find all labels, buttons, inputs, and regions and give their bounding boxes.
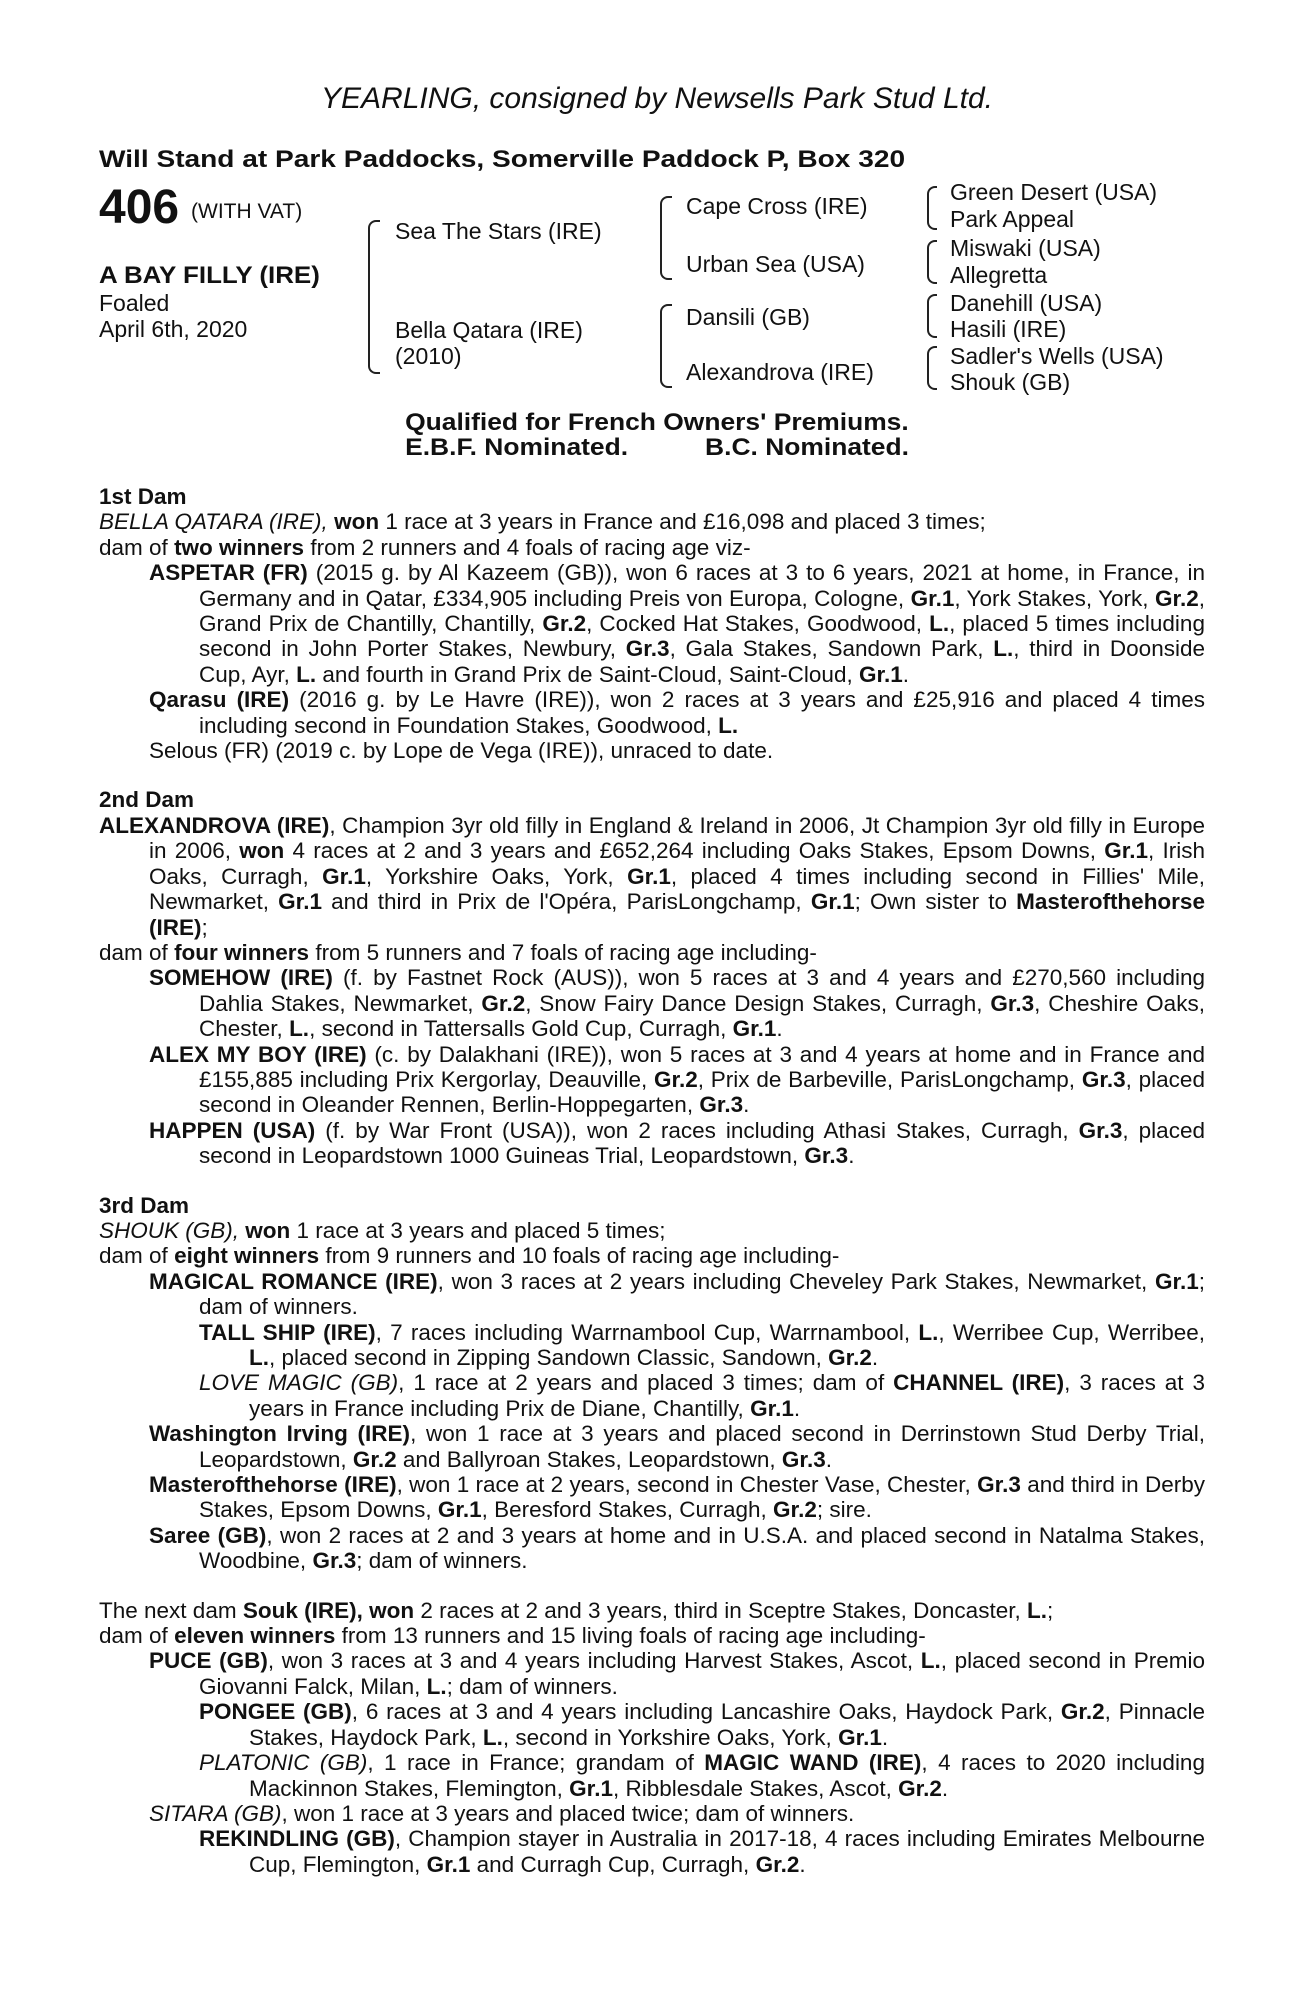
pedigree-brace-main [368, 220, 380, 374]
pedigree-brace-dam [660, 304, 672, 388]
dam-record: The next dam Souk (IRE), won 2 races at 2 and 3 years, third in Sceptre Stakes, Doncaster, L.; [99, 1597, 1054, 1623]
progeny-entry: Selous (FR) (2019 c. by Lope de Vega (IRE)), unraced to date. [149, 738, 774, 764]
pedigree-brace-sd [927, 240, 937, 284]
pedigree-brace-ss [927, 186, 937, 230]
pedigree-sire-dam: Urban Sea (USA) [686, 251, 865, 277]
dam-produce-summary: dam of two winners from 2 runners and 4 foals of racing age viz- [99, 534, 751, 560]
progeny-entry: PUCE (GB), won 3 races at 3 and 4 years including Harvest Stakes, Ascot, L., placed second in Premio Giovanni Falck, Milan, L.; dam of winners. [149, 1648, 1206, 1699]
pedigree-dam-dam: Alexandrova (IRE) [686, 359, 874, 385]
pedigree-ssd: Park Appeal [950, 206, 1075, 232]
pedigree-brace-dd [927, 346, 937, 390]
foaled-label: Foaled [99, 290, 170, 316]
first-dam-section [99, 484, 1205, 763]
dam-record: SHOUK (GB), won 1 race at 3 years and placed 5 times; [99, 1217, 666, 1243]
pedigree-sss: Green Desert (USA) [950, 179, 1158, 205]
progeny-entry: Qarasu (IRE) (2016 g. by Le Havre (IRE)), won 2 races at 3 years and £25,916 and placed 4 times including second in Foundation Stakes, Goodwood, L. [149, 687, 1205, 738]
progeny-entry: ALEX MY BOY (IRE) (c. by Dalakhani (IRE)), won 5 races at 3 and 4 years at home and in France and £155,885 including Prix Kergorlay, Deauville, Gr.2, Prix de Barbeville, ParisLongchamp, Gr.3, placed second in Oleander Rennen, Berlin-Hoppegarten, Gr.3. [149, 1041, 1205, 1118]
catalogue-body [99, 484, 1205, 1877]
pedigree-brace-sire [660, 196, 672, 280]
pedigree-dsd: Hasili (IRE) [950, 316, 1067, 342]
progeny-entry: SITARA (GB), won 1 race at 3 years and placed twice; dam of winners. [149, 1800, 855, 1826]
progeny-entry: Saree (GB), won 2 races at 2 and 3 years at home and in U.S.A. and placed second in Natalma Stakes, Woodbine, Gr.3; dam of winners. [149, 1522, 1205, 1574]
third-dam-section [99, 1193, 1205, 1574]
second-dam-section [99, 787, 1205, 1168]
foaled-info [99, 290, 247, 342]
french-premiums-note: Qualified for French Owners' Premiums. [405, 409, 909, 436]
pedigree-dam-year: (2010) [395, 343, 462, 369]
grand-progeny-entry: TALL SHIP (IRE), 7 races including Warrnambool Cup, Warrnambool, L., Werribee Cup, Werribee, L., placed second in Zipping Sandown Classic, Sandown, Gr.2. [199, 1319, 1205, 1370]
pedigree-dss: Danehill (USA) [950, 290, 1103, 316]
section-heading: 2nd Dam [99, 787, 195, 813]
pedigree-sire-sire: Cape Cross (IRE) [686, 193, 868, 219]
pedigree-sdd: Allegretta [950, 262, 1048, 288]
dam-produce-summary: dam of eight winners from 9 runners and 10 foals of racing age including- [99, 1243, 840, 1269]
pedigree-sire: Sea The Stars (IRE) [395, 218, 602, 244]
progeny-entry: HAPPEN (USA) (f. by War Front (USA)), won 2 races including Athasi Stakes, Curragh, Gr.3, placed second in Leopardstown 1000 Guineas Trial, Leopardstown, Gr.3. [149, 1117, 1205, 1169]
dam-record: ALEXANDROVA (IRE), Champion 3yr old filly in England & Ireland in 2006, Jt Champion 3yr old filly in Europe in 2006, won 4 races at 2 and 3 years and £652,264 including Oaks Stakes, Epsom Downs, Gr.1, Irish Oaks, Curragh, Gr.1, Yorkshire Oaks, York, Gr.1, placed 4 times including second in Fillies' Mile, Newmarket, Gr.1 and third in Prix de l'Opéra, ParisLongchamp, Gr.1; Own sister to Masterofthehorse (IRE); [99, 812, 1206, 940]
pedigree-dds: Sadler's Wells (USA) [950, 343, 1164, 369]
pedigree-dam-sire: Dansili (GB) [686, 304, 810, 330]
vat-note: (WITH VAT) [191, 200, 303, 223]
stand-location: Will Stand at Park Paddocks, Somerville Paddock P, Box 320 [99, 146, 906, 173]
section-heading: 3rd Dam [99, 1192, 190, 1218]
pedigree-ddd: Shouk (GB) [950, 369, 1071, 395]
grand-progeny-entry: PONGEE (GB), 6 races at 3 and 4 years including Lancashire Oaks, Haydock Park, Gr.2, Pinnacle Stakes, Haydock Park, L., second in Yorkshire Oaks, York, Gr.1. [199, 1699, 1206, 1750]
ebf-note: E.B.F. Nominated. [405, 434, 629, 461]
next-dam-section [99, 1598, 1205, 1877]
pedigree-brace-ds [927, 294, 937, 338]
grand-progeny-entry: LOVE MAGIC (GB), 1 race at 2 years and placed 3 times; dam of CHANNEL (IRE), 3 races at 3 years in France including Prix de Diane, Chantilly, Gr.1. [199, 1370, 1205, 1421]
progeny-entry: Washington Irving (IRE), won 1 race at 3 years and placed second in Derrinstown Stud Derby Trial, Leopardstown, Gr.2 and Ballyroan Stakes, Leopardstown, Gr.3. [149, 1421, 1205, 1472]
dam-produce-summary: dam of four winners from 5 runners and 7 foals of racing age including- [99, 939, 817, 965]
foaled-date: April 6th, 2020 [99, 316, 248, 342]
progeny-entry: MAGICAL ROMANCE (IRE), won 3 races at 2 years including Cheveley Park Stakes, Newmarket, Gr.1; dam of winners. [149, 1268, 1205, 1320]
consignment-line: YEARLING, consigned by Newsells Park Stud Ltd. [321, 82, 993, 115]
dam-record: BELLA QATARA (IRE), won 1 race at 3 years in France and £16,098 and placed 3 times; [99, 509, 986, 535]
progeny-entry: ASPETAR (FR) (2015 g. by Al Kazeem (GB)), won 6 races at 3 to 6 years, 2021 at home, in France, in Germany and in Qatar, £334,905 including Preis von Europa, Cologne, Gr.1, York Stakes, York, Gr.2, Grand Prix de Chantilly, Chantilly, Gr.2, Cocked Hat Stakes, Goodwood, L., placed 5 times including second in John Porter Stakes, Newbury, Gr.3, Gala Stakes, Sandown Park, L., third in Doonside Cup, Ayr, L. and fourth in Grand Prix de Saint-Cloud, Saint-Cloud, Gr.1. [149, 560, 1205, 687]
dam-produce-summary: dam of eleven winners from 13 runners and 15 living foals of racing age including- [99, 1623, 926, 1649]
section-heading: 1st Dam [99, 484, 187, 509]
horse-name: A BAY FILLY (IRE) [99, 262, 320, 289]
lot-number: 406 [99, 181, 180, 234]
grand-progeny-entry: REKINDLING (GB), Champion stayer in Australia in 2017-18, 4 races including Emirates Melbourne Cup, Flemington, Gr.1 and Curragh Cup, Curragh, Gr.2. [199, 1826, 1205, 1877]
grand-progeny-entry: PLATONIC (GB), 1 race in France; grandam of MAGIC WAND (IRE), 4 races to 2020 including Mackinnon Stakes, Flemington, Gr.1, Ribblesdale Stakes, Ascot, Gr.2. [199, 1750, 1205, 1801]
pedigree-dam: Bella Qatara (IRE) [395, 317, 583, 343]
progeny-entry: SOMEHOW (IRE) (f. by Fastnet Rock (AUS)), won 5 races at 3 and 4 years and £270,560 including Dahlia Stakes, Newmarket, Gr.2, Snow Fairy Dance Design Stakes, Curragh, Gr.3, Cheshire Oaks, Chester, L., second in Tattersalls Gold Cup, Curragh, Gr.1. [149, 965, 1205, 1042]
pedigree-sds: Miswaki (USA) [950, 235, 1101, 261]
progeny-entry: Masterofthehorse (IRE), won 1 race at 2 years, second in Chester Vase, Chester, Gr.3 and third in Derby Stakes, Epsom Downs, Gr.1, Beresford Stakes, Curragh, Gr.2; sire. [149, 1472, 1205, 1523]
bc-note: B.C. Nominated. [705, 434, 909, 461]
nomination-notes [0, 410, 1314, 460]
